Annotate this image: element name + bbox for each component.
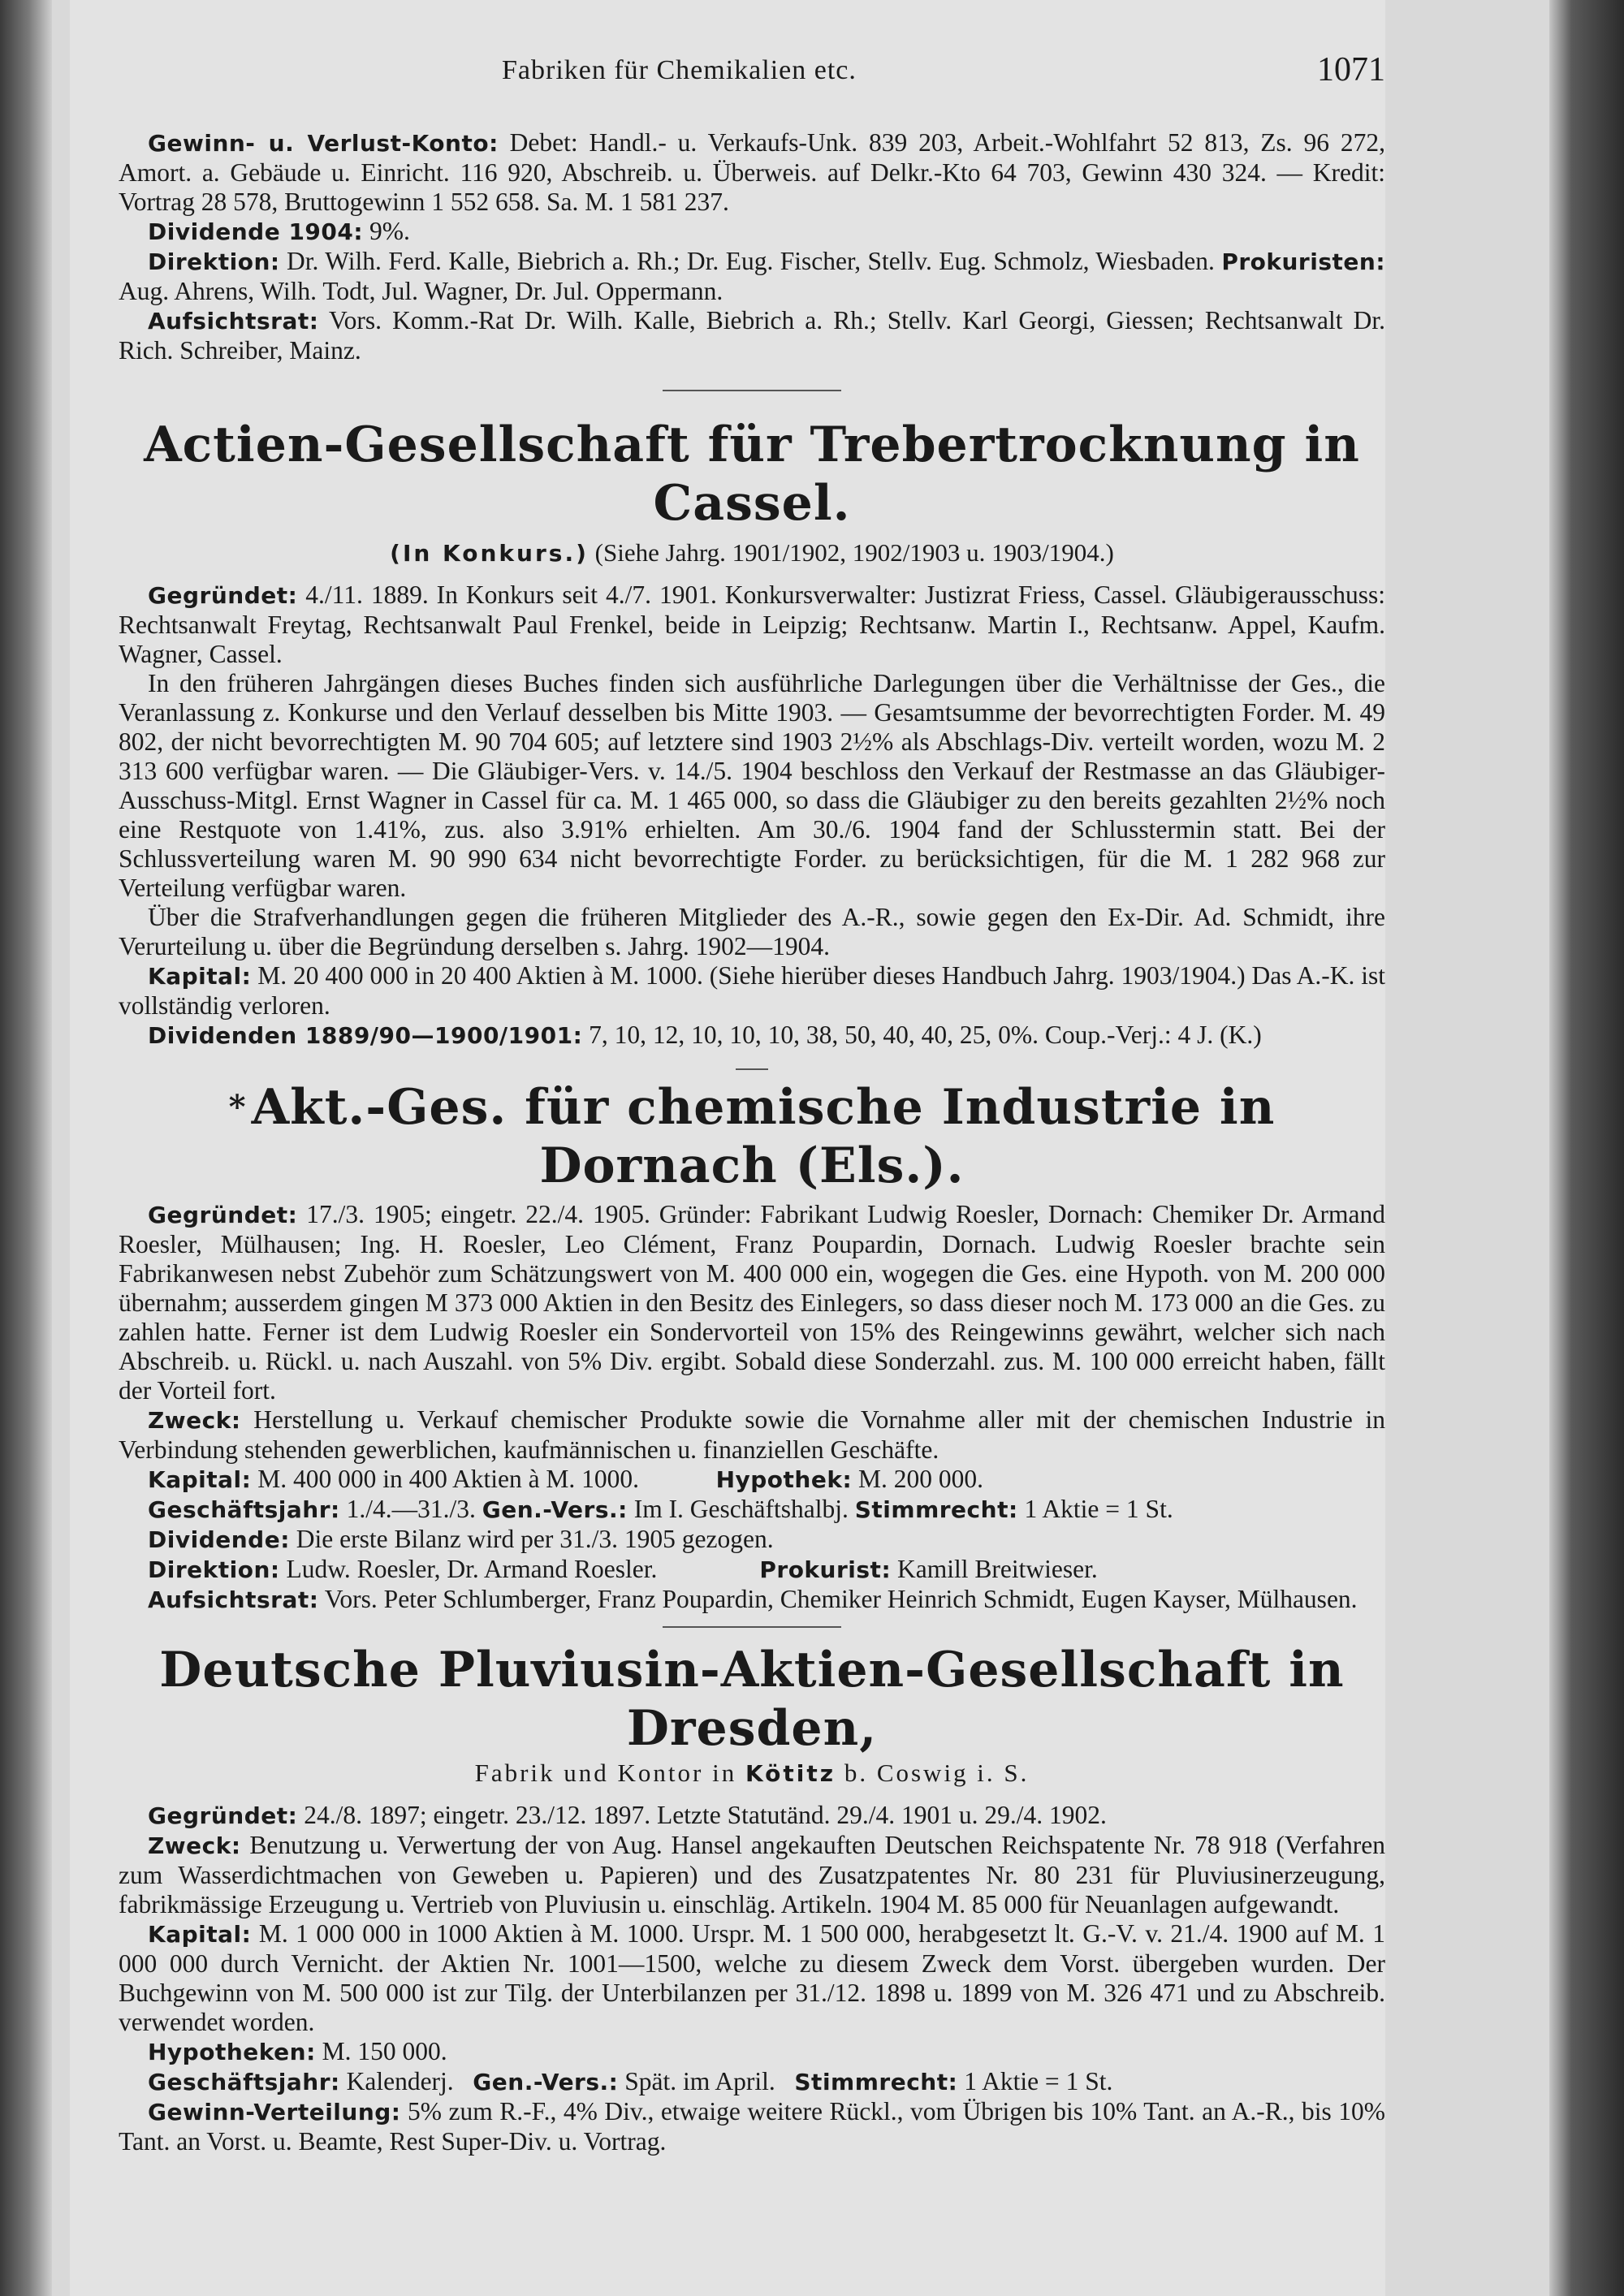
text: Aug. Ahrens, Wilh. Todt, Jul. Wagner, Dr. Jul. Oppermann. — [119, 277, 723, 305]
dornach-purpose — [119, 1405, 1385, 1465]
pluvius-business-year — [119, 2067, 1385, 2097]
scan-edge-right — [1549, 0, 1624, 2296]
dornach-capital — [119, 1465, 1385, 1495]
dornach-dividend — [119, 1525, 1385, 1555]
label: Prokurist: — [759, 1556, 892, 1583]
text: Dr. Wilh. Ferd. Kalle, Biebrich a. Rh.; Dr. Eug. Fischer, Stellv. Eug. Schmolz, Wiesbaden. — [287, 247, 1215, 275]
entry-kalle-continued — [119, 128, 1385, 365]
text: 1 Aktie = 1 St. — [1024, 1495, 1173, 1523]
entry-subheading — [119, 1758, 1385, 1789]
label: Gegründet: — [148, 582, 298, 609]
label: Gen.-Vers.: — [473, 2069, 619, 2095]
label: Prokuristen: — [1221, 248, 1386, 275]
entry-trebertrocknung — [119, 416, 1385, 1051]
label: Direktion: — [148, 1556, 280, 1583]
text: 1./4.—31./3. — [346, 1495, 476, 1523]
text: 24./8. 1897; eingetr. 23./12. 1897. Letzte Statutänd. 29./4. 1901 u. 29./4. 1902. — [304, 1801, 1107, 1829]
label: Dividenden 1889/90—1900/1901: — [148, 1022, 583, 1049]
kalle-supervisory-board — [119, 306, 1385, 365]
page-body — [119, 128, 1385, 2156]
pluvius-capital — [119, 1919, 1385, 2037]
label: Geschäftsjahr: — [148, 1496, 340, 1523]
text: Kalenderj. — [346, 2067, 454, 2095]
book-page — [70, 0, 1385, 2296]
text: Fabrik und Kontor in — [474, 1759, 737, 1787]
dornach-supervisory-board — [119, 1585, 1385, 1615]
text: Kamill Breitwieser. — [897, 1555, 1098, 1583]
running-head — [70, 50, 1385, 96]
label: Zweck: — [148, 1832, 241, 1859]
text: 1 Aktie = 1 St. — [964, 2067, 1113, 2095]
dornach-business-year — [119, 1495, 1385, 1525]
pluvius-founded — [119, 1801, 1385, 1831]
label: Kapital: — [148, 963, 252, 990]
status-label: (In Konkurs.) — [390, 540, 589, 567]
asterisk-marker: * — [228, 1088, 247, 1126]
label: Aufsichtsrat: — [148, 308, 319, 334]
pluvius-purpose — [119, 1831, 1385, 1919]
label: Dividende 1904: — [148, 218, 364, 245]
treber-capital — [119, 961, 1385, 1021]
text: Die erste Bilanz wird per 31./3. 1905 gezogen. — [296, 1525, 774, 1553]
treber-paragraph-1: In den früheren Jahrgängen dieses Buches finden sich ausführliche Darlegungen über die Verhältnisse der Ges., die Veranlassung z. Konkurse und den Verlauf desselben bis Mitte 1903. — Gesamtsumme der bevorrechtigten Forder. M. 49 802, der nicht bevorrechtigten M. 90 704 605; auf letztere sind 1903 2½% als Abschlags-Div. verteilt worden, wozu M. 2 313 600 verfügbar waren. — Die Gläubiger-Vers. v. 14./5. 1904 beschloss den Verkauf der Restmasse an das Gläubiger-Ausschuss-Mitgl. Ernst Wagner in Cassel für ca. M. 1 465 000, so dass die Gläubiger zu den bereits gezahlten 2½% noch eine Restquote von 1.41%, zus. also 3.91% erhielten. Am 30./6. 1904 fand der Schlusstermin statt. Bei der Schlussverteilung waren M. 90 990 634 nicht bevorrechtigte Forder. zu berücksichtigen, für die M. 1 282 968 zur Verteilung verfügbar waren. — [119, 669, 1385, 902]
entry-heading: Actien-Gesellschaft für Trebertrocknung in Cassel. — [144, 416, 1360, 532]
treber-paragraph-2: Über die Strafverhandlungen gegen die früheren Mitglieder des A.-R., sowie gegen den Ex-Dir. Ad. Schmidt, ihre Verurteilung u. über die Begründung derselben s. Jahrg. 1902—1904. — [119, 903, 1385, 960]
pluvius-profit-distribution — [119, 2097, 1385, 2156]
text: Ludw. Roesler, Dr. Armand Roesler. — [286, 1555, 658, 1583]
label: Stimmrecht: — [794, 2069, 958, 2095]
label: Aufsichtsrat: — [148, 1586, 319, 1613]
text: M. 1 000 000 in 1000 Aktien à M. 1000. Urspr. M. 1 500 000, herabgesetzt lt. G.-V. v. 21./4. 1900 auf M. 1 000 000 durch Vernicht. der Aktien Nr. 1001—1500, welche zu diesem Zweck dem Vorst. übergeben wurden. Der Buchgewinn von M. 500 000 ist zur Tilg. der Unterbilanzen per 31./12. 1898 u. 1899 von M. 326 471 und zu Abschreib. verwendet worden. — [119, 1919, 1386, 2036]
text: Vors. Komm.-Rat Dr. Wilh. Kalle, Biebrich a. Rh.; Stellv. Karl Georgi, Giessen; Rechtsanwalt Dr. Rich. Schreiber, Mainz. — [119, 306, 1386, 365]
label: Kapital: — [148, 1466, 252, 1493]
text: b. Coswig i. S. — [844, 1759, 1030, 1787]
label: Hypotheken: — [148, 2039, 316, 2065]
section-divider — [663, 1626, 841, 1628]
label: Kapital: — [148, 1921, 252, 1948]
kalle-direction — [119, 247, 1385, 306]
dornach-direction — [119, 1555, 1385, 1585]
text: 9%. — [369, 217, 410, 245]
label: Stimmrecht: — [854, 1496, 1018, 1523]
running-title: Fabriken für Chemikalien etc. — [502, 55, 857, 85]
kalle-profit-loss — [119, 128, 1385, 217]
entry-heading: Deutsche Pluviusin-Aktien-Gesellschaft in Dresden, — [159, 1642, 1345, 1757]
label: Direktion: — [148, 248, 280, 275]
label: Gewinn- u. Verlust-Konto: — [148, 130, 499, 157]
label: Zweck: — [148, 1407, 241, 1434]
entry-pluviusin — [119, 1641, 1385, 2156]
heading-text: Akt.-Ges. für chemische Industrie in Dornach (Els.). — [251, 1079, 1276, 1194]
label: Geschäftsjahr: — [148, 2069, 340, 2095]
text: M. 20 400 000 in 20 400 Aktien à M. 1000. (Siehe hierüber dieses Handbuch Jahrg. 1903/1904.) Das A.-K. ist vollständig verloren. — [119, 961, 1386, 1020]
text: 5% zum R.-F., 4% Div., etwaige weitere Rückl., vom Übrigen bis 10% Tant. an A.-R., bis 10% Tant. an Vorst. u. Beamte, Rest Super-Div. u. Vortrag. — [119, 2097, 1385, 2156]
text: Benutzung u. Verwertung der von Aug. Hansel angekauften Deutschen Reichspatente Nr. 78 918 (Verfahren zum Wasserdichtmachen von Geweben u. Papieren) und des Zusatzpatentes Nr. 80 231 für Pluviusinerzeugung, fabrikmässige Erzeugung u. Vertrieb von Pluviusin u. einschläg. Artikeln. 1904 M. 85 000 für Neuanlagen aufgewandt. — [119, 1831, 1386, 1918]
entry-subheading — [119, 537, 1385, 569]
place-name: Kötitz — [745, 1760, 836, 1787]
section-divider — [663, 390, 841, 391]
kalle-dividend — [119, 217, 1385, 247]
treber-founded — [119, 580, 1385, 669]
text: M. 150 000. — [322, 2037, 447, 2065]
text: Vors. Peter Schlumberger, Franz Poupardin, Chemiker Heinrich Schmidt, Eugen Kayser, Mülhausen. — [324, 1585, 1358, 1613]
cross-reference: (Siehe Jahrg. 1901/1902, 1902/1903 u. 1903/1904.) — [594, 538, 1114, 567]
text: Im I. Geschäftshalbj. — [633, 1495, 849, 1523]
entry-dornach — [119, 1078, 1385, 1615]
page-number: 1071 — [1317, 51, 1385, 88]
label: Hypothek: — [715, 1466, 853, 1493]
text: Herstellung u. Verkauf chemischer Produkte sowie die Vornahme aller mit der chemischen Industrie in Verbindung stehenden gewerblichen, kaufmännischen u. finanziellen Geschäfte. — [119, 1405, 1385, 1464]
text: M. 400 000 in 400 Aktien à M. 1000. — [257, 1465, 640, 1493]
label: Gen.-Vers.: — [482, 1496, 628, 1523]
label: Gewinn-Verteilung: — [148, 2099, 401, 2126]
label: Gegründet: — [148, 1202, 298, 1228]
treber-dividends — [119, 1021, 1385, 1051]
scan-edge-left — [0, 0, 52, 2296]
pluvius-mortgages — [119, 2037, 1385, 2067]
dornach-founded — [119, 1200, 1385, 1405]
text: Debet: Handl.- u. Verkaufs-Unk. 839 203, Arbeit.-Wohlfahrt 52 813, Zs. 96 272, Amort. a. Gebäude u. Einricht. 116 920, Abschreib. u. Überweis. auf Delkr.-Kto 64 703, Gewinn 430 324. — Kredit: Vortrag 28 578, Bruttogewinn 1 552 658. Sa. M. 1 581 237. — [119, 128, 1386, 216]
text: 17./3. 1905; eingetr. 22./4. 1905. Gründer: Fabrikant Ludwig Roesler, Dornach: Chemiker Dr. Armand Roesler, Mülhausen; Ing. H. Roesler, Leo Clément, Franz Poupardin, Dornach. Ludwig Roesler brachte sein Fabrikanwesen nebst Zubehör zum Schätzungswert von M. 400 000 ein, wogegen die Ges. eine Hypoth. von M. 200 000 übernahm; ausserdem gingen M 373 000 Aktien in den Besitz des Einlegers, so dass dieser noch M. 173 000 an die Ges. zu zahlen hatte. Ferner ist dem Ludwig Roesler ein Sondervorteil von 15% des Reingewinns gewährt, welcher sich nach Abschreib. u. Rückl. u. nach Auszahl. von 5% Div. ergibt. Sobald diese Sonderzahl. zus. M. 100 000 erreicht haben, fällt der Vorteil fort. — [119, 1200, 1386, 1405]
section-divider — [736, 1068, 768, 1070]
entry-heading — [119, 1078, 1385, 1195]
text: Spät. im April. — [624, 2067, 775, 2095]
text: 4./11. 1889. In Konkurs seit 4./7. 1901. Konkursverwalter: Justizrat Friess, Cassel. Gläubigerausschuss: Rechtsanwalt Freytag, Rechtsanwalt Paul Frenkel, beide in Leipzig; Rechtsanw. Martin I., Rechtsanw. Appel, Kaufm. Wagner, Cassel. — [119, 580, 1386, 668]
text: M. 200 000. — [858, 1465, 984, 1493]
label: Gegründet: — [148, 1802, 298, 1829]
label: Dividende: — [148, 1526, 290, 1553]
text: 7, 10, 12, 10, 10, 10, 38, 50, 40, 40, 25, 0%. Coup.-Verj.: 4 J. (K.) — [589, 1021, 1262, 1049]
